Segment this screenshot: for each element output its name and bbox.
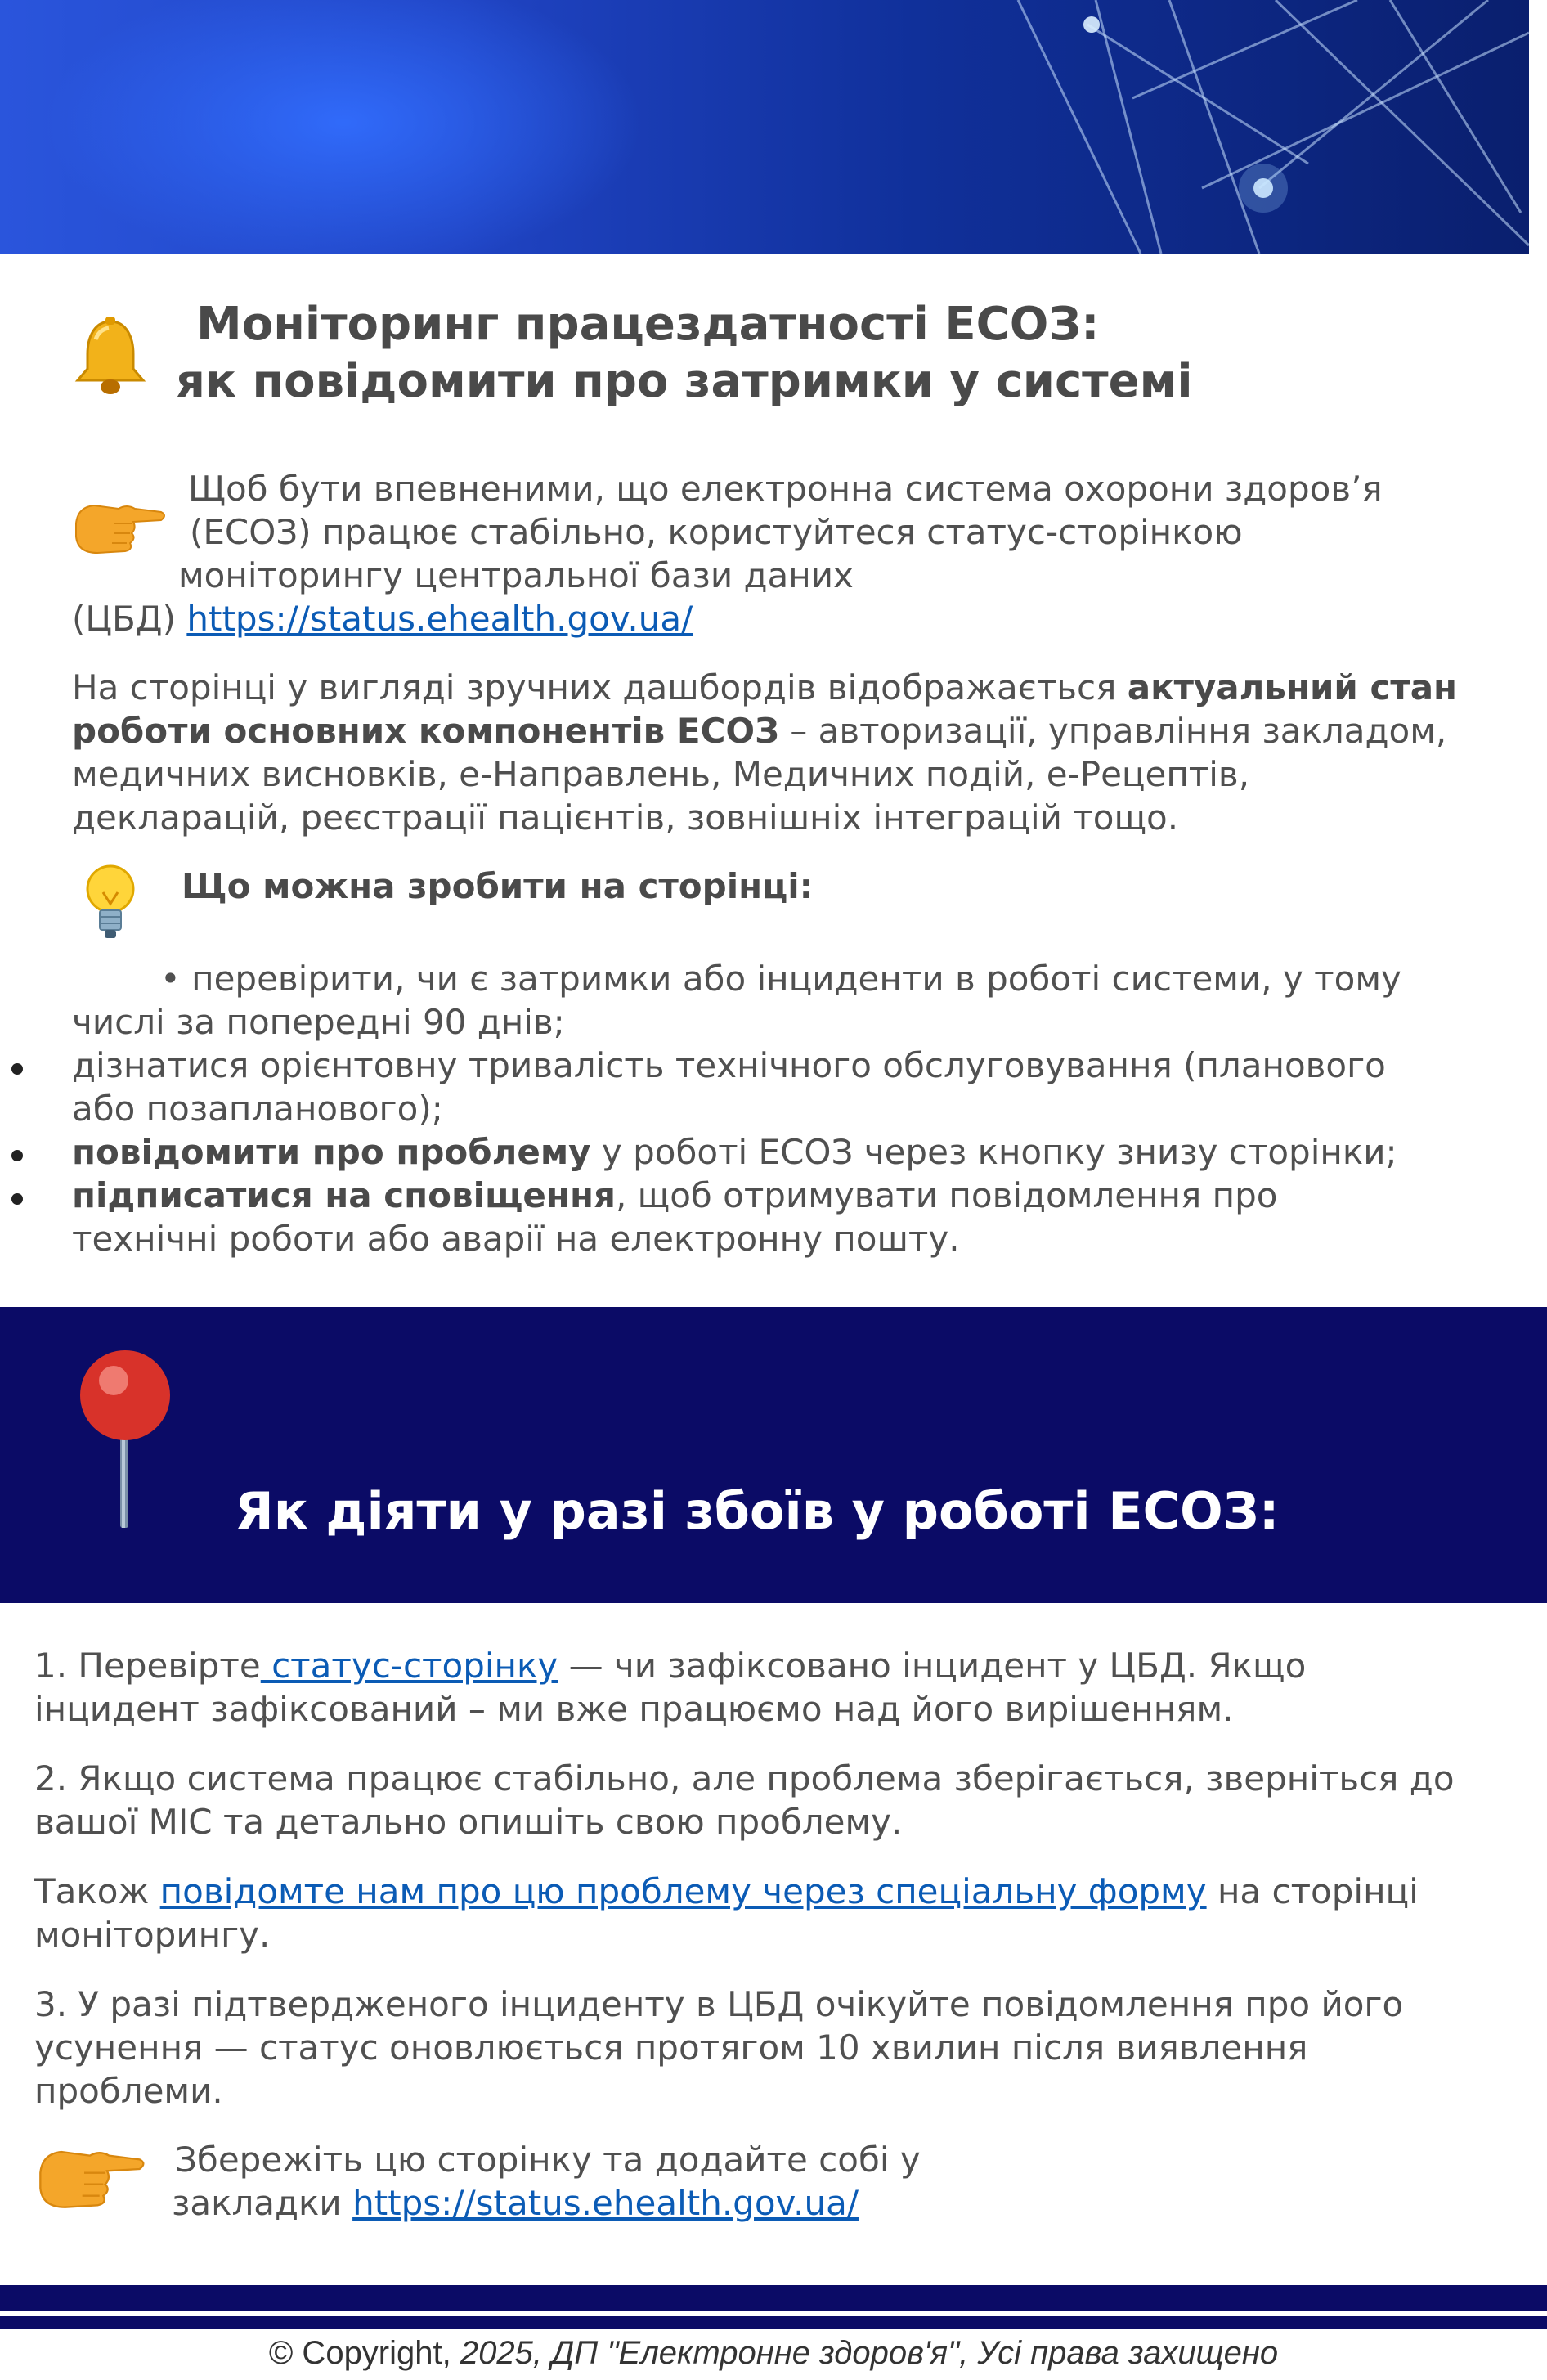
dashboard-text-prefix: На сторінці у вигляді зручних дашбордів відображається bbox=[72, 667, 1128, 707]
step-2-line-1: 2. Якщо система працює стабільно, але проблема зберігається, зверніться до bbox=[34, 1758, 1455, 1798]
intro-line-3: моніторингу центральної бази даних bbox=[178, 555, 854, 595]
bookmark-line-2 bbox=[172, 2181, 859, 2225]
can-do-item-3-bold: повідомити про проблему bbox=[72, 1132, 591, 1172]
dashboard-text-suffix: – авторизації, управління закладом, медичних висновків, е-Направлень, Медичних подій, е-Рецептів, декларацій, реєстрації пацієнтів, зовнішніх інтеграцій тощо. bbox=[72, 711, 1447, 837]
also-line-1 bbox=[34, 1870, 1419, 1913]
bullet-marker bbox=[11, 1193, 23, 1205]
intro-line-1: Щоб бути впевненими, що електронна система охорони здоров’я bbox=[188, 469, 1383, 509]
status-page-link[interactable]: https://status.ehealth.gov.ua/ bbox=[186, 599, 693, 639]
also-prefix: Також bbox=[34, 1871, 160, 1911]
title-line-2: як повідомити про затримки у системі bbox=[176, 355, 1193, 408]
step-3-line-2: усунення — статус оновлюється протягом 10 хвилин після виявлення bbox=[34, 2027, 1308, 2068]
step-1-line-1 bbox=[34, 1644, 1306, 1687]
pointing-hand-icon bbox=[33, 2135, 147, 2221]
band-title: Як діяти у разі збоїв у роботі ЕСОЗ: bbox=[235, 1481, 1280, 1541]
bullet-marker bbox=[11, 1063, 23, 1075]
can-do-item-3-rest: у роботі ЕСОЗ через кнопку знизу сторінки; bbox=[590, 1132, 1397, 1172]
can-do-item-1-line-1: • перевірити, чи є затримки або інциденти в роботі системи, у тому bbox=[160, 959, 1401, 999]
section-band bbox=[0, 1307, 1547, 1603]
can-do-item-2-line-2: або позапланового); bbox=[72, 1089, 443, 1129]
banner-decoration bbox=[0, 0, 1529, 254]
step-1-line-2: інцидент зафіксований – ми вже працюємо над його вирішенням. bbox=[34, 1689, 1234, 1729]
copyright-prefix: © Copyright, bbox=[268, 2335, 460, 2371]
can-do-item-2-line-1: дізнатися орієнтовну тривалість технічного обслуговування (планового bbox=[72, 1045, 1386, 1085]
can-do-item-4-rest: , щоб отримувати повідомлення про bbox=[615, 1175, 1278, 1215]
intro-line-4 bbox=[72, 597, 693, 640]
step-3-line-1: 3. У разі підтвердженого інциденту в ЦБД очікуйте повідомлення про його bbox=[34, 1984, 1404, 2024]
bullet-marker bbox=[11, 1150, 23, 1161]
status-page-link[interactable]: https://status.ehealth.gov.ua/ bbox=[352, 2183, 859, 2223]
step-3-line-3: проблеми. bbox=[34, 2071, 223, 2111]
pushpin-icon bbox=[78, 1348, 176, 1532]
bell-icon bbox=[70, 315, 151, 397]
step-1-suffix: — чи зафіксовано інцидент у ЦБД. Якщо bbox=[558, 1646, 1307, 1686]
copyright-text bbox=[0, 2333, 1547, 2373]
can-do-heading: Що можна зробити на сторінці: bbox=[182, 866, 814, 906]
footer-bar bbox=[0, 2316, 1547, 2329]
bookmark-line-1: Збережіть цю сторінку та додайте собі у bbox=[175, 2140, 921, 2180]
can-do-item-1-line-2: числі за попередні 90 днів; bbox=[72, 1002, 565, 1042]
pointing-hand-icon bbox=[70, 491, 168, 564]
intro-line-2: (ЕСОЗ) працює стабільно, користуйтеся статус-сторінкою bbox=[190, 512, 1243, 552]
page-title bbox=[176, 296, 1402, 411]
can-do-item-4-line-1 bbox=[72, 1174, 1277, 1217]
status-page-link[interactable]: статус-сторінку bbox=[260, 1646, 558, 1686]
header-banner bbox=[0, 0, 1529, 254]
copyright-owner: 2025, ДП "Електронне здоров'я", Усі права захищено bbox=[460, 2335, 1279, 2371]
title-line-1: Моніторинг працездатності ЕСОЗ: bbox=[196, 298, 1100, 351]
step-2-line-2: вашої МІС та детально опишіть свою проблему. bbox=[34, 1802, 903, 1842]
report-problem-form-link[interactable]: повідомте нам про цю проблему через спеціальну форму bbox=[159, 1871, 1207, 1911]
bookmark-prefix: закладки bbox=[172, 2183, 353, 2223]
step-1-prefix: 1. Перевірте bbox=[34, 1646, 261, 1686]
dashboard-paragraph bbox=[72, 666, 1462, 839]
intro-abbr: (ЦБД) bbox=[72, 599, 187, 639]
dashboard-text-bold: актуальний стан роботи основних компонентів ЕСОЗ bbox=[72, 667, 1458, 751]
footer-bar bbox=[0, 2285, 1547, 2311]
also-suffix: на сторінці bbox=[1206, 1871, 1419, 1911]
can-do-item-3 bbox=[72, 1130, 1397, 1174]
can-do-item-4-bold: підписатися на сповіщення bbox=[72, 1175, 616, 1215]
light-bulb-icon bbox=[82, 863, 139, 945]
also-line-2: моніторингу. bbox=[34, 1915, 271, 1955]
can-do-item-4-line-2: технічні роботи або аварії на електронну пошту. bbox=[72, 1219, 960, 1259]
